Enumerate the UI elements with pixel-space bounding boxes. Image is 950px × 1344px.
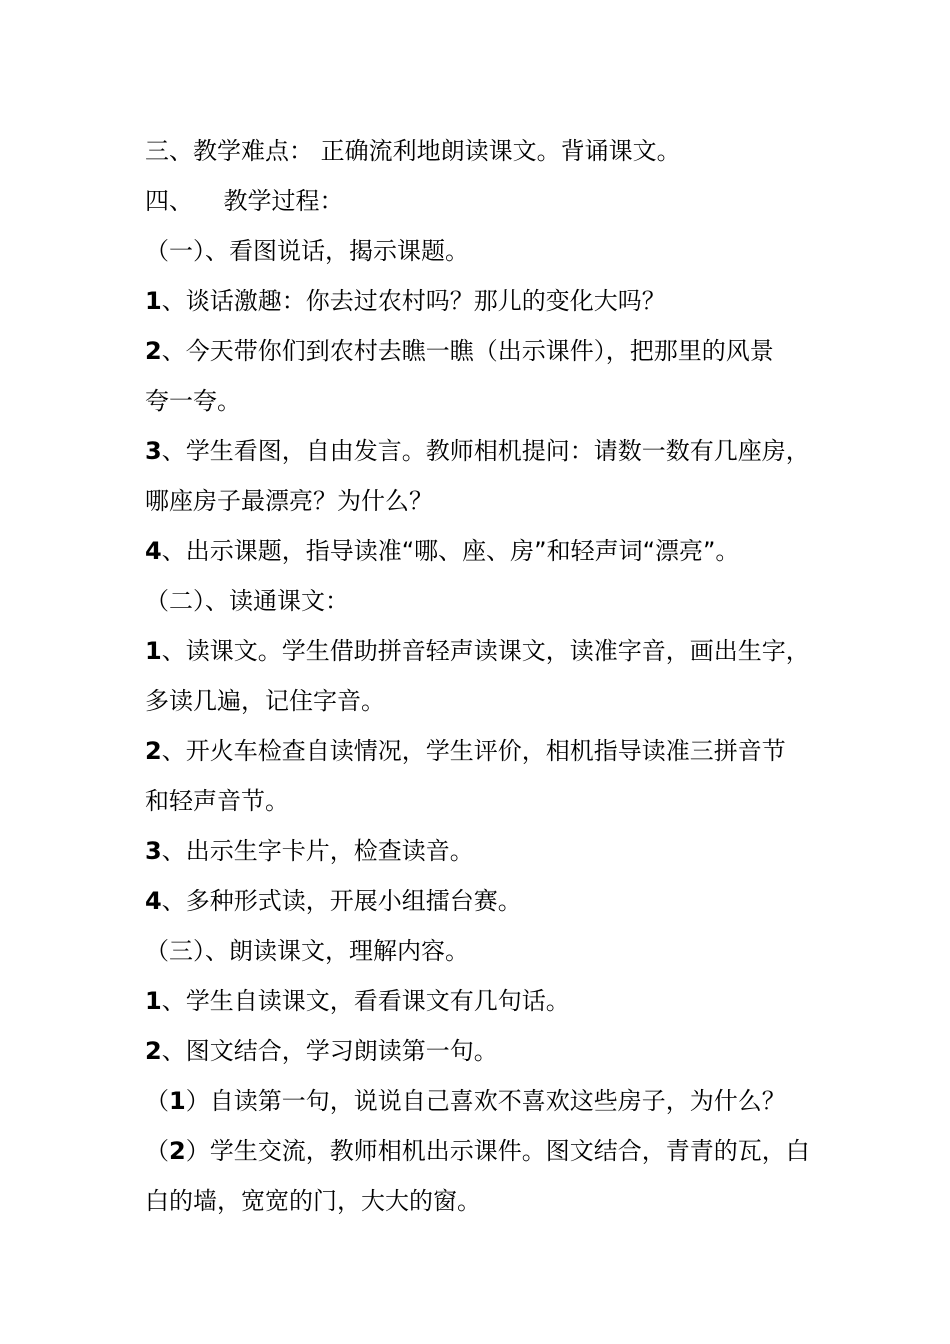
text-line [145, 476, 815, 526]
list-item [145, 326, 815, 376]
line-text: 、今天带你们到农村去瞧一瞧（出示课件），把那里的风景 [161, 337, 774, 365]
text-line [145, 1176, 815, 1226]
list-item [145, 1026, 815, 1076]
section-heading [145, 226, 815, 276]
list-item [145, 726, 815, 776]
list-item [145, 276, 815, 326]
sub-list-item [145, 1126, 815, 1176]
line-text: （一）、看图说话，揭示课题。 [145, 237, 469, 265]
item-number: 1 [145, 987, 162, 1015]
line-text: 、学生看图，自由发言。教师相机提问：请数一数有几座房， [161, 437, 810, 465]
text-line [145, 676, 815, 726]
item-number: 2 [145, 1037, 162, 1065]
paren-open: （ [145, 1087, 169, 1115]
text-line [145, 776, 815, 826]
item-number: 1 [145, 637, 162, 665]
document-body [145, 126, 815, 1226]
item-number: 4 [145, 537, 162, 565]
list-item [145, 526, 815, 576]
list-item [145, 426, 815, 476]
list-item [145, 876, 815, 926]
line-text: 、谈话激趣：你去过农村吗？那儿的变化大吗？ [161, 287, 666, 315]
line-text: 夸一夸。 [145, 387, 241, 415]
text-line [145, 176, 815, 226]
section-heading [145, 576, 815, 626]
item-number: 2 [145, 337, 162, 365]
line-text: 多读几遍，记住字音。 [145, 687, 385, 715]
item-number: 2 [169, 1137, 186, 1165]
line-text: 和轻声音节。 [145, 787, 289, 815]
item-number: 1 [169, 1087, 186, 1115]
item-number: 3 [145, 437, 162, 465]
line-text: 白的墙，宽宽的门，大大的窗。 [145, 1187, 481, 1215]
list-item [145, 826, 815, 876]
item-number: 4 [145, 887, 162, 915]
line-text: 、学生自读课文，看看课文有几句话。 [161, 987, 570, 1015]
item-number: 1 [145, 287, 162, 315]
line-text: 、开火车检查自读情况，学生评价，相机指导读准三拼音节 [161, 737, 786, 765]
line-text: ）学生交流，教师相机出示课件。图文结合，青青的瓦，白 [185, 1137, 810, 1165]
line-text: 三、教学难点： 正确流利地朗读课文。背诵课文。 [145, 137, 681, 165]
line-text: 、出示生字卡片，检查读音。 [161, 837, 474, 865]
line-text: 、多种形式读，开展小组擂台赛。 [161, 887, 522, 915]
item-number: 3 [145, 837, 162, 865]
line-text: 四、 教学过程： [145, 187, 344, 215]
line-text: 、读课文。学生借助拼音轻声读课文，读准字音，画出生字， [161, 637, 810, 665]
list-item [145, 976, 815, 1026]
line-text: 、图文结合，学习朗读第一句。 [161, 1037, 498, 1065]
line-text: （二）、读通课文： [145, 587, 349, 615]
paren-open: （ [145, 1137, 169, 1165]
text-line [145, 126, 815, 176]
section-heading [145, 926, 815, 976]
line-text: ）自读第一句，说说自己喜欢不喜欢这些房子，为什么？ [185, 1087, 786, 1115]
line-text: 、出示课题，指导读准“哪、座、房”和轻声词“漂亮”。 [161, 537, 740, 565]
item-number: 2 [145, 737, 162, 765]
line-text: （三）、朗读课文，理解内容。 [145, 937, 469, 965]
line-text: 哪座房子最漂亮？为什么？ [145, 487, 433, 515]
text-line [145, 376, 815, 426]
list-item [145, 626, 815, 676]
sub-list-item [145, 1076, 815, 1126]
